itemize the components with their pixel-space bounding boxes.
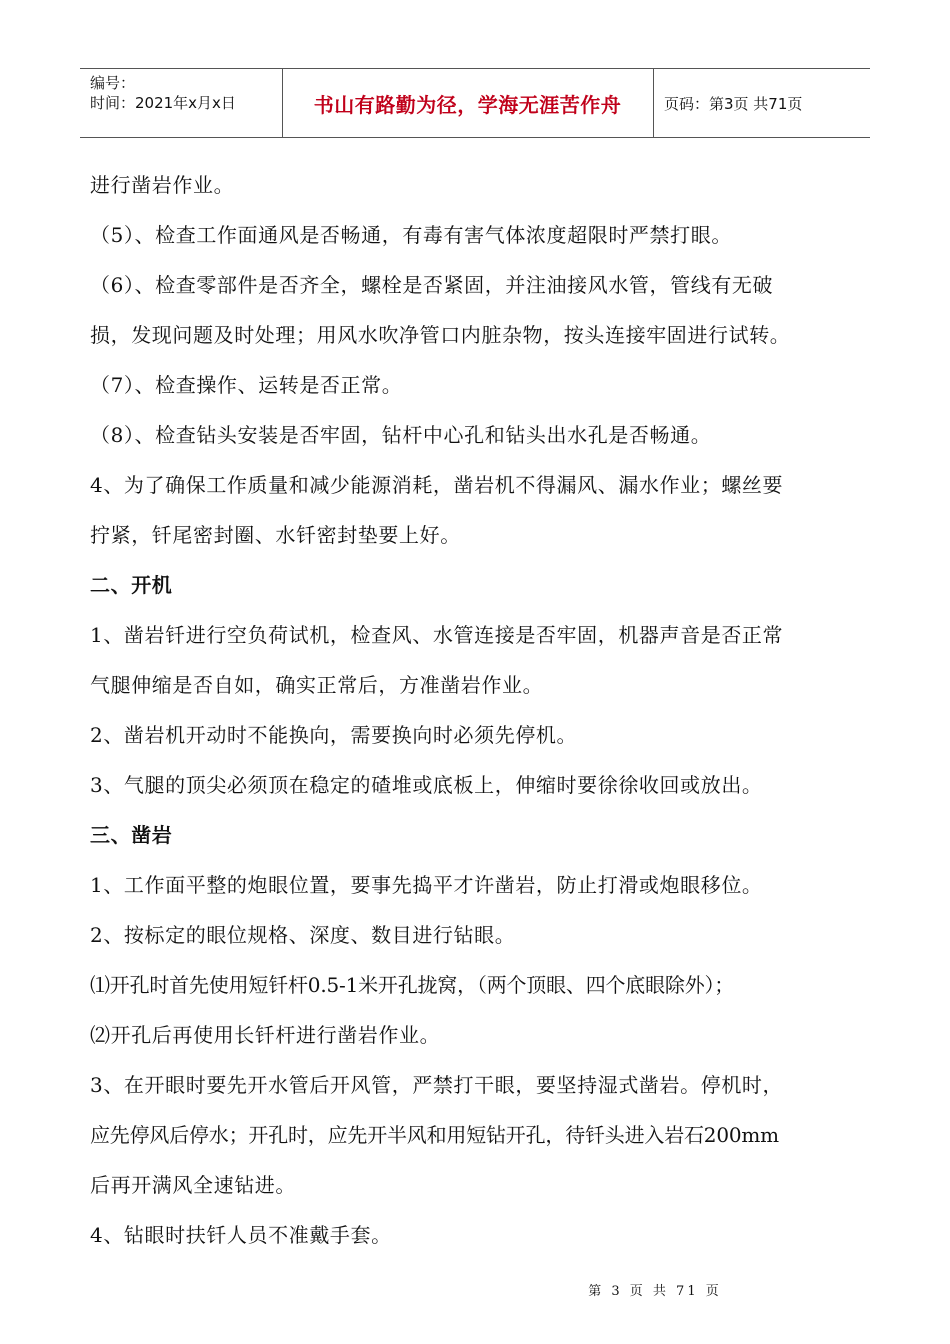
header-meta bbox=[90, 73, 282, 133]
paragraph-line: 1、工作面平整的炮眼位置，要事先捣平才许凿岩，防止打滑或炮眼移位。 bbox=[90, 873, 763, 897]
paragraph-line: （5）、检查工作面通风是否畅通，有毒有害气体浓度超限时严禁打眼。 bbox=[90, 223, 732, 247]
document-body bbox=[90, 160, 860, 1260]
paragraph-line: 3、在开眼时要先开水管后开风管，严禁打干眼，要坚持湿式凿岩。停机时， bbox=[90, 1073, 784, 1097]
paragraph-line: 3、气腿的顶尖必须顶在稳定的碴堆或底板上，伸缩时要徐徐收回或放出。 bbox=[90, 773, 763, 797]
document-date: 时间：2021年x月x日 bbox=[90, 94, 236, 112]
paragraph-line: （6）、检查零部件是否齐全，螺栓是否紧固，并注油接风水管，管线有无破 bbox=[90, 273, 774, 297]
paragraph-line: 后再开满风全速钻进。 bbox=[90, 1173, 296, 1197]
page-footer: 第 3 页 共 71 页 bbox=[588, 1284, 722, 1299]
paragraph-line: 损，发现问题及时处理；用风水吹净管口内脏杂物，按头连接牢固进行试转。 bbox=[90, 323, 791, 347]
paragraph-line: 应先停风后停水；开孔时，应先开半风和用短钻开孔，待钎头进入岩石200mm bbox=[90, 1123, 779, 1147]
paragraph-line: ⑵开孔后再使用长钎杆进行凿岩作业。 bbox=[90, 1023, 441, 1047]
header-motto: 书山有路勤为径，学海无涯苦作舟 bbox=[313, 92, 622, 117]
paragraph-line: ⑴开孔时首先使用短钎杆0.5-1米开孔拢窝，（两个顶眼、四个底眼除外）； bbox=[90, 973, 735, 997]
paragraph-line: 2、凿岩机开动时不能换向，需要换向时必须先停机。 bbox=[90, 723, 578, 747]
header-page-info: 页码：第3页 共71页 bbox=[664, 94, 803, 113]
paragraph-line: （8）、检查钻头安装是否牢固，钻杆中心孔和钻头出水孔是否畅通。 bbox=[90, 423, 712, 447]
section-heading-startup: 二、开机 bbox=[90, 573, 173, 597]
paragraph-line: 拧紧，钎尾密封圈、水钎密封垫要上好。 bbox=[90, 523, 461, 547]
section-heading-drilling: 三、凿岩 bbox=[90, 823, 173, 847]
paragraph-line: 2、按标定的眼位规格、深度、数目进行钻眼。 bbox=[90, 923, 516, 947]
paragraph-line: 1、凿岩钎进行空负荷试机，检查风、水管连接是否牢固，机器声音是否正常 bbox=[90, 623, 784, 647]
document-number-label: 编号： bbox=[90, 74, 136, 92]
paragraph-line: （7）、检查操作、运转是否正常。 bbox=[90, 373, 403, 397]
paragraph-line: 4、为了确保工作质量和减少能源消耗，凿岩机不得漏风、漏水作业；螺丝要 bbox=[90, 473, 784, 497]
paragraph-line: 气腿伸缩是否自如，确实正常后，方准凿岩作业。 bbox=[90, 673, 544, 697]
paragraph-line: 进行凿岩作业。 bbox=[90, 173, 235, 197]
paragraph-line: 4、钻眼时扶钎人员不准戴手套。 bbox=[90, 1223, 392, 1247]
page-header bbox=[80, 68, 870, 138]
